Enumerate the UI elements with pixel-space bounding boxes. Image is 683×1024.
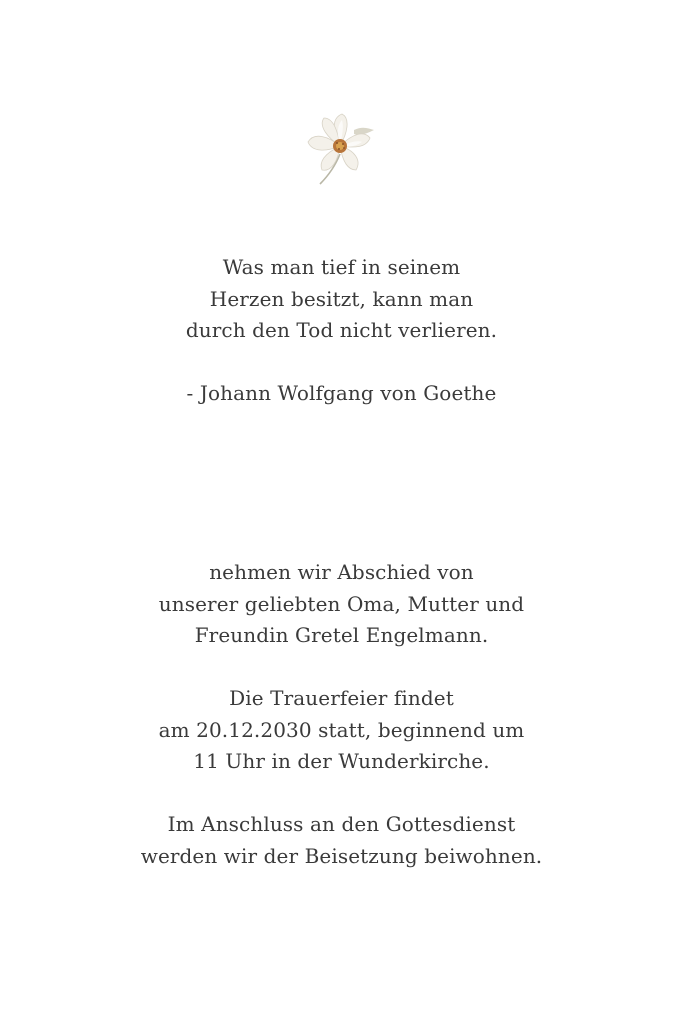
burial-line: werden wir der Beisetzung beiwohnen. [140, 843, 543, 868]
quote-line: Herzen besitzt, kann man [209, 286, 474, 311]
ceremony-line: am 20.12.2030 statt, beginnend um [158, 717, 525, 742]
white-flower-icon [302, 108, 380, 188]
spacer [0, 652, 683, 684]
ceremony-line: 11 Uhr in der Wunderkirche. [193, 749, 490, 773]
ceremony-line: Die Trauerfeier findet [229, 686, 454, 710]
announcement-block [0, 557, 683, 872]
burial-line: Im Anschluss an den Gottesdienst [167, 812, 516, 836]
quote-line: durch den Tod nicht verlieren. [185, 318, 498, 342]
farewell-line: Freundin Gretel Engelmann. [194, 623, 489, 647]
spacer [0, 347, 683, 379]
quote-block [0, 252, 683, 410]
spacer [0, 778, 683, 810]
farewell-line: unserer geliebten Oma, Mutter und [158, 591, 525, 616]
quote-author: - Johann Wolfgang von Goethe [186, 381, 497, 405]
farewell-line: nehmen wir Abschied von [209, 560, 474, 584]
quote-line: Was man tief in seinem [222, 255, 461, 279]
